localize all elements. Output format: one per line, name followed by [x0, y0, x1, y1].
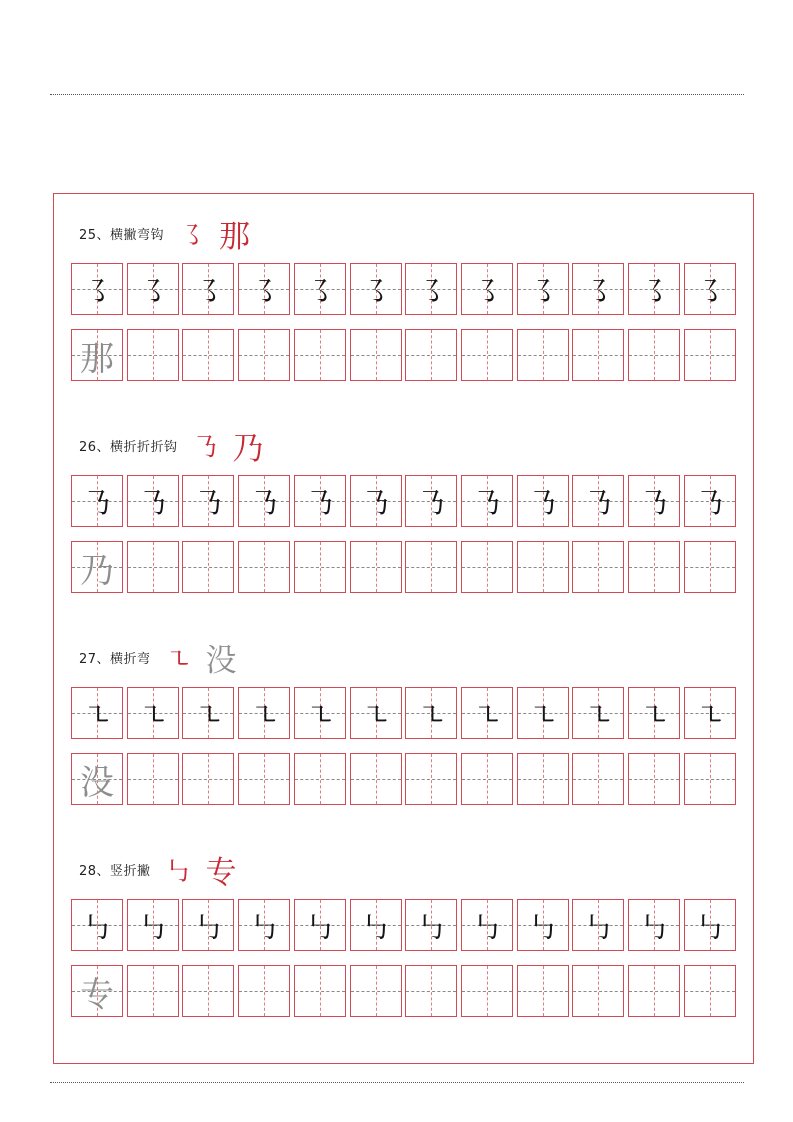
- practice-box[interactable]: [71, 965, 123, 1017]
- example-character: 没: [205, 642, 237, 679]
- practice-box[interactable]: [350, 753, 402, 805]
- practice-box[interactable]: [127, 541, 179, 593]
- stroke-glyph: ㇉: [82, 911, 112, 946]
- stroke-sample: ㇍: [164, 644, 192, 676]
- stroke-glyph: ㇌: [304, 275, 335, 310]
- stroke-glyph: ㇡: [193, 487, 224, 522]
- section-heading: [79, 213, 250, 253]
- section-label: 25、横撇弯钩: [79, 227, 165, 243]
- practice-box[interactable]: [572, 899, 624, 951]
- stroke-glyph: ㇡: [527, 487, 558, 522]
- practice-box[interactable]: [294, 753, 346, 805]
- practice-box[interactable]: [517, 263, 569, 315]
- practice-box[interactable]: [238, 541, 290, 593]
- practice-box[interactable]: [684, 541, 736, 593]
- stroke-practice-row: [71, 687, 737, 739]
- practice-box[interactable]: [517, 541, 569, 593]
- stroke-glyph: ㇌: [471, 275, 502, 310]
- stroke-glyph: ㇉: [416, 911, 447, 946]
- practice-box[interactable]: [572, 475, 624, 527]
- stroke-glyph: ㇍: [583, 699, 614, 734]
- practice-box[interactable]: [182, 687, 234, 739]
- stroke-glyph: ㇌: [137, 275, 168, 310]
- practice-box[interactable]: [572, 965, 624, 1017]
- stroke-glyph: ㇉: [304, 911, 335, 946]
- practice-box[interactable]: [628, 263, 680, 315]
- practice-box[interactable]: [684, 753, 736, 805]
- stroke-glyph: ㇌: [249, 275, 280, 310]
- practice-box[interactable]: [684, 475, 736, 527]
- example-character: 那: [219, 218, 251, 255]
- practice-box[interactable]: [238, 475, 290, 527]
- practice-box[interactable]: [628, 965, 680, 1017]
- practice-box[interactable]: [517, 753, 569, 805]
- practice-box[interactable]: [238, 965, 290, 1017]
- stroke-glyph: ㇍: [82, 699, 112, 734]
- practice-box[interactable]: [628, 541, 680, 593]
- stroke-glyph: ㇌: [583, 275, 614, 310]
- practice-box[interactable]: [238, 263, 290, 315]
- stroke-glyph: ㇍: [527, 699, 558, 734]
- practice-box[interactable]: [572, 263, 624, 315]
- practice-box[interactable]: [684, 899, 736, 951]
- practice-box[interactable]: [294, 263, 346, 315]
- practice-box[interactable]: [182, 899, 234, 951]
- practice-box[interactable]: [350, 965, 402, 1017]
- practice-box[interactable]: [405, 329, 457, 381]
- character-practice-row: [71, 753, 737, 805]
- stroke-glyph: ㇌: [82, 275, 112, 310]
- stroke-glyph: ㇡: [137, 487, 168, 522]
- practice-box[interactable]: [628, 475, 680, 527]
- practice-box[interactable]: [71, 475, 123, 527]
- practice-box[interactable]: [350, 263, 402, 315]
- practice-box[interactable]: [238, 687, 290, 739]
- stroke-glyph: ㇍: [304, 699, 335, 734]
- practice-box[interactable]: [684, 263, 736, 315]
- stroke-glyph: ㇌: [694, 275, 725, 310]
- practice-box[interactable]: [71, 329, 123, 381]
- stroke-practice-row: [71, 475, 737, 527]
- stroke-glyph: ㇌: [360, 275, 391, 310]
- practice-box[interactable]: [461, 687, 513, 739]
- stroke-glyph: ㇡: [249, 487, 280, 522]
- stroke-glyph: ㇡: [304, 487, 335, 522]
- stroke-glyph: ㇍: [471, 699, 502, 734]
- stroke-glyph: ㇍: [416, 699, 447, 734]
- practice-box[interactable]: [350, 329, 402, 381]
- practice-box[interactable]: [517, 329, 569, 381]
- stroke-sample: ㇡: [191, 432, 219, 464]
- stroke-practice-row: [71, 899, 737, 951]
- stroke-glyph: ㇡: [583, 487, 614, 522]
- stroke-glyph: ㇉: [471, 911, 502, 946]
- practice-box[interactable]: [572, 541, 624, 593]
- practice-box[interactable]: [182, 541, 234, 593]
- practice-box[interactable]: [684, 687, 736, 739]
- stroke-glyph: ㇉: [639, 911, 669, 946]
- trace-character: 乃: [80, 550, 114, 591]
- trace-character: 专: [80, 974, 114, 1015]
- practice-box[interactable]: [572, 687, 624, 739]
- practice-box[interactable]: [405, 541, 457, 593]
- practice-box[interactable]: [71, 541, 123, 593]
- section-label: 27、横折弯: [79, 651, 151, 667]
- practice-box[interactable]: [350, 899, 402, 951]
- practice-box[interactable]: [461, 541, 513, 593]
- practice-box[interactable]: [182, 329, 234, 381]
- stroke-glyph: ㇉: [249, 911, 280, 946]
- practice-box[interactable]: [182, 753, 234, 805]
- practice-section: [0, 637, 793, 849]
- practice-section: [0, 213, 793, 425]
- trace-character: 没: [80, 762, 114, 803]
- practice-box[interactable]: [238, 329, 290, 381]
- practice-box[interactable]: [350, 475, 402, 527]
- stroke-glyph: ㇍: [249, 699, 280, 734]
- practice-box[interactable]: [294, 899, 346, 951]
- stroke-glyph: ㇉: [137, 911, 168, 946]
- practice-box[interactable]: [127, 899, 179, 951]
- practice-box[interactable]: [71, 899, 123, 951]
- practice-box[interactable]: [294, 687, 346, 739]
- practice-box[interactable]: [294, 965, 346, 1017]
- stroke-glyph: ㇉: [193, 911, 224, 946]
- practice-box[interactable]: [182, 475, 234, 527]
- practice-box[interactable]: [71, 753, 123, 805]
- practice-box[interactable]: [517, 899, 569, 951]
- practice-box[interactable]: [405, 687, 457, 739]
- practice-box[interactable]: [461, 475, 513, 527]
- stroke-glyph: ㇍: [360, 699, 391, 734]
- stroke-glyph: ㇡: [360, 487, 391, 522]
- practice-box[interactable]: [684, 329, 736, 381]
- stroke-glyph: ㇌: [527, 275, 558, 310]
- stroke-glyph: ㇌: [639, 275, 669, 310]
- character-practice-row: [71, 541, 737, 593]
- practice-box[interactable]: [127, 687, 179, 739]
- stroke-glyph: ㇍: [193, 699, 224, 734]
- trace-character: 那: [80, 338, 114, 379]
- stroke-glyph: ㇡: [639, 487, 669, 522]
- practice-box[interactable]: [405, 263, 457, 315]
- practice-box[interactable]: [628, 753, 680, 805]
- practice-box[interactable]: [127, 263, 179, 315]
- stroke-sample: ㇉: [164, 856, 192, 888]
- practice-box[interactable]: [461, 329, 513, 381]
- section-label: 26、横折折折钩: [79, 439, 178, 455]
- practice-box[interactable]: [238, 753, 290, 805]
- section-heading: [79, 637, 237, 677]
- practice-box[interactable]: [294, 475, 346, 527]
- practice-box[interactable]: [405, 899, 457, 951]
- character-practice-row: [71, 965, 737, 1017]
- section-heading: [79, 425, 264, 465]
- practice-box[interactable]: [405, 965, 457, 1017]
- practice-box[interactable]: [461, 753, 513, 805]
- practice-box[interactable]: [405, 753, 457, 805]
- practice-box[interactable]: [517, 475, 569, 527]
- practice-box[interactable]: [127, 753, 179, 805]
- practice-box[interactable]: [294, 541, 346, 593]
- stroke-glyph: ㇍: [137, 699, 168, 734]
- stroke-glyph: ㇉: [583, 911, 614, 946]
- stroke-glyph: ㇍: [694, 699, 725, 734]
- stroke-glyph: ㇉: [694, 911, 725, 946]
- character-practice-row: [71, 329, 737, 381]
- practice-box[interactable]: [684, 965, 736, 1017]
- practice-box[interactable]: [628, 329, 680, 381]
- practice-box[interactable]: [461, 965, 513, 1017]
- stroke-glyph: ㇡: [82, 487, 112, 522]
- practice-box[interactable]: [628, 687, 680, 739]
- practice-box[interactable]: [182, 965, 234, 1017]
- practice-box[interactable]: [405, 475, 457, 527]
- stroke-glyph: ㇡: [416, 487, 447, 522]
- stroke-practice-row: [71, 263, 737, 315]
- practice-box[interactable]: [127, 329, 179, 381]
- stroke-glyph: ㇉: [527, 911, 558, 946]
- example-character: 专: [205, 854, 237, 891]
- stroke-sample: ㇌: [178, 220, 206, 252]
- practice-box[interactable]: [350, 541, 402, 593]
- practice-box[interactable]: [572, 329, 624, 381]
- practice-box[interactable]: [350, 687, 402, 739]
- practice-box[interactable]: [628, 899, 680, 951]
- stroke-glyph: ㇌: [193, 275, 224, 310]
- practice-section: [0, 849, 793, 1061]
- example-character: 乃: [232, 430, 264, 467]
- practice-box[interactable]: [71, 263, 123, 315]
- practice-box[interactable]: [182, 263, 234, 315]
- top-divider: [50, 94, 744, 95]
- practice-section: [0, 425, 793, 637]
- stroke-glyph: ㇉: [360, 911, 391, 946]
- section-heading: [79, 849, 237, 889]
- practice-box[interactable]: [127, 965, 179, 1017]
- practice-box[interactable]: [294, 329, 346, 381]
- bottom-divider: [50, 1082, 744, 1083]
- practice-box[interactable]: [517, 965, 569, 1017]
- stroke-glyph: ㇌: [416, 275, 447, 310]
- practice-box[interactable]: [461, 899, 513, 951]
- practice-box[interactable]: [461, 263, 513, 315]
- practice-box[interactable]: [71, 687, 123, 739]
- stroke-glyph: ㇡: [694, 487, 725, 522]
- section-label: 28、竖折撇: [79, 863, 151, 879]
- practice-box[interactable]: [238, 899, 290, 951]
- practice-box[interactable]: [127, 475, 179, 527]
- stroke-glyph: ㇡: [471, 487, 502, 522]
- stroke-glyph: ㇍: [639, 699, 669, 734]
- practice-box[interactable]: [572, 753, 624, 805]
- practice-box[interactable]: [517, 687, 569, 739]
